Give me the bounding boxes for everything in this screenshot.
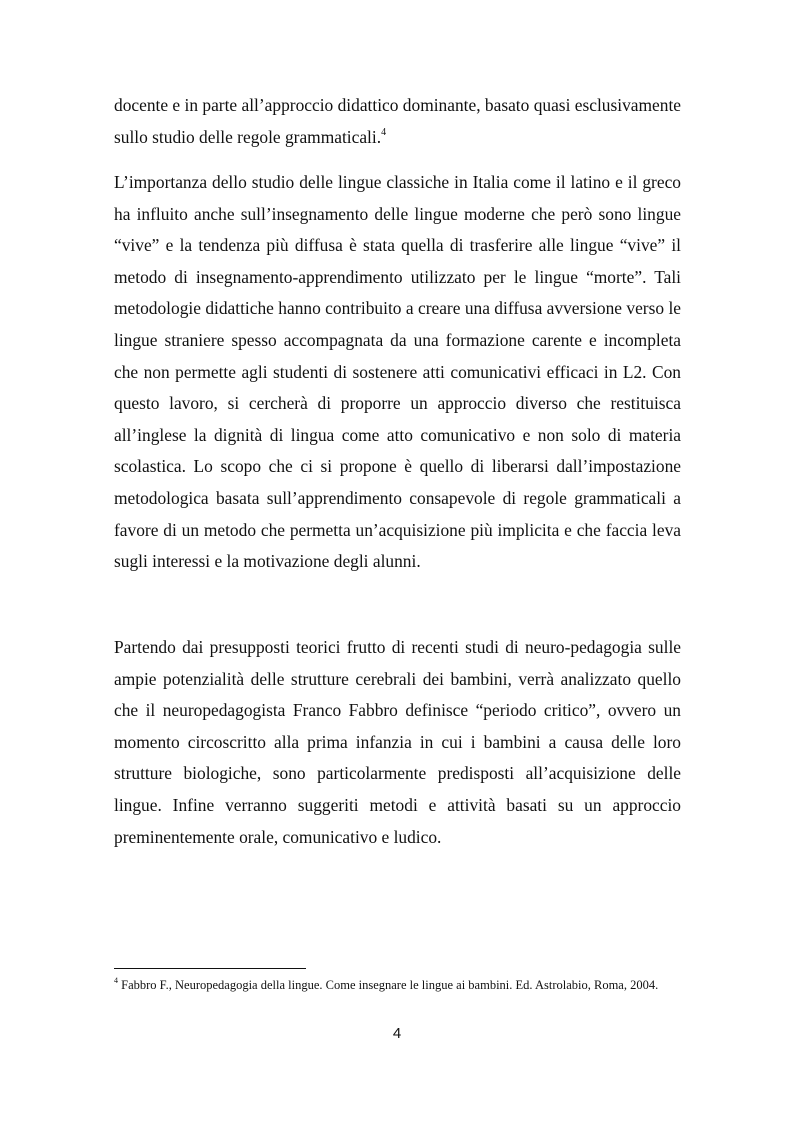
paragraph-2 <box>114 167 681 578</box>
footnote-reference[interactable]: 4 <box>381 126 387 138</box>
paragraph-1 <box>114 90 681 153</box>
footnote-text: Fabbro F., Neuropedagogia della lingue. Come insegnare le lingue ai bambini. Ed. Astrolabio, Roma, 2004. <box>118 978 659 992</box>
footnote-separator <box>114 968 306 969</box>
paragraph-3 <box>114 632 681 853</box>
paragraph-1-text: docente e in parte all’approccio didattico dominante, basato quasi esclusivamente sullo studio delle regole grammaticali. <box>114 95 681 147</box>
page-number: 4 <box>392 1025 402 1042</box>
footnote-number: 4 <box>114 975 118 985</box>
paragraph-2-text: L’importanza dello studio delle lingue classiche in Italia come il latino e il greco ha influito anche sull’insegnamento delle lingue moderne che però sono lingue “vive” e la tendenza più diffusa è stata quella di trasferire alle lingue “vive” il metodo di insegnamento-apprendimento utilizzato per le lingue “morte”. Tali metodologie didattiche hanno contribuito a creare una diffusa avversione verso le lingue straniere spesso accompagnata da una formazione carente e incompleta che non permette agli studenti di sostenere atti comunicativi efficaci in L2. Con questo lavoro, si cercherà di proporre un approccio diverso che restituisca all’inglese la dignità di lingua come atto comunicativo e non solo di materia scolastica. Lo scopo che ci si propone è quello di liberarsi dall’impostazione metodologica basata sull’apprendimento consapevole di regole grammaticali a favore di un metodo che permetta un’acquisizione più implicita e che faccia leva sugli interessi e la motivazione degli alunni. <box>114 172 681 572</box>
paragraph-3-text: Partendo dai presupposti teorici frutto di recenti studi di neuro-pedagogia sulle ampie potenzialità delle strutture cerebrali dei bambini, verrà analizzato quello che il neuropedagogista Franco Fabbro definisce “periodo critico”, ovvero un momento circoscritto alla prima infanzia in cui i bambini a causa delle loro strutture biologiche, sono particolarmente predisposti all’acquisizione delle lingue. Infine verranno suggeriti metodi e attività basati su un approccio preminentemente orale, comunicativo e ludico. <box>114 637 681 847</box>
footnote <box>114 975 681 995</box>
